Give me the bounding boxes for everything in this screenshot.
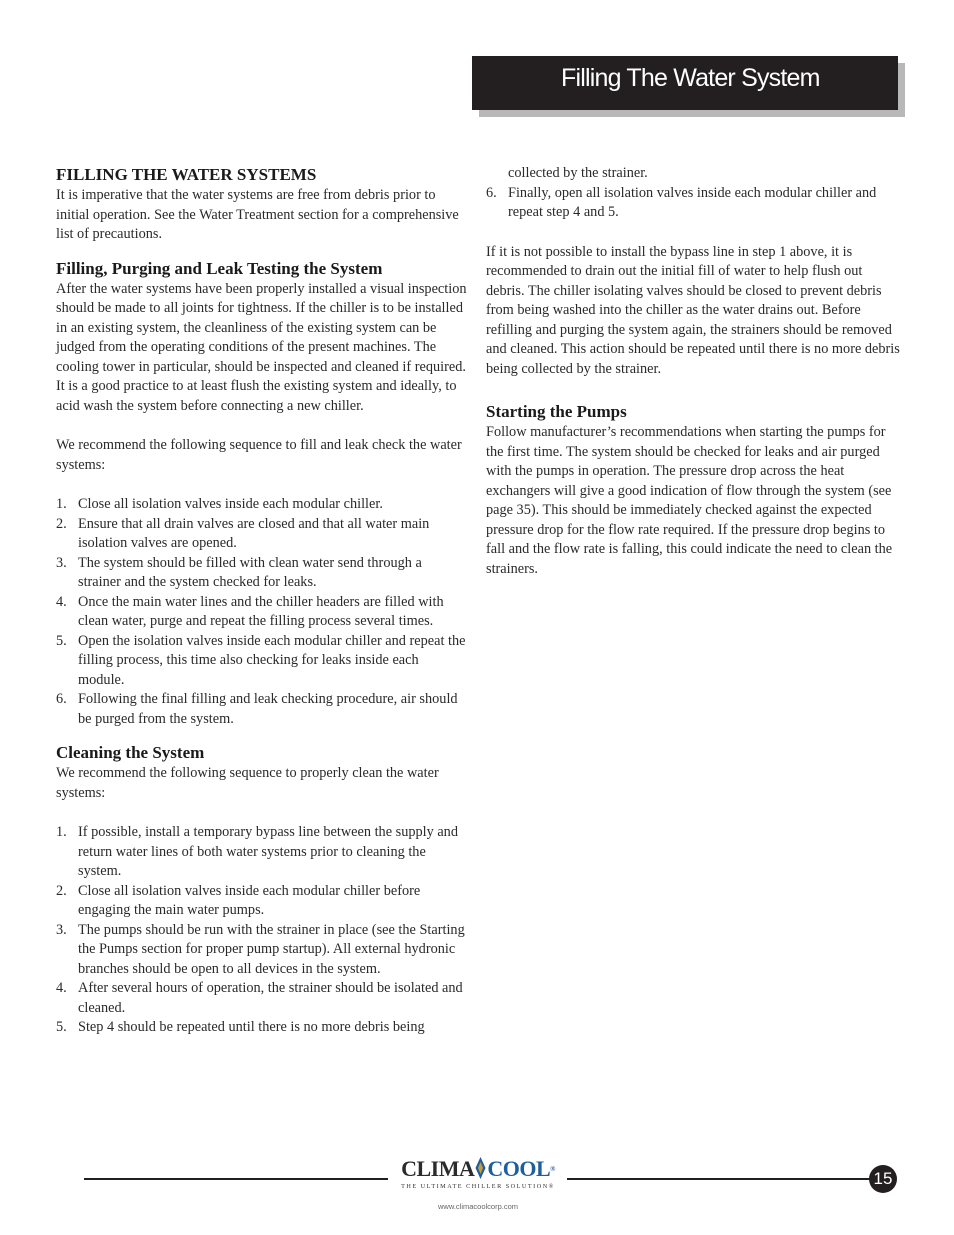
fill-sequence-intro: We recommend the following sequence to fill and leak check the water systems: <box>56 437 462 473</box>
list-item: 1. If possible, install a temporary bypass line between the supply and return water lines of both water systems prior to cleaning the system. <box>56 824 458 879</box>
cleaning-intro: We recommend the following sequence to properly clean the water systems: <box>56 765 439 801</box>
step-continuation: collected by the strainer. <box>508 165 648 181</box>
logo-tagline: THE ULTIMATE CHILLER SOLUTION® <box>401 1183 555 1190</box>
section-heading-starting-pumps: Starting the Pumps <box>486 402 627 421</box>
section-heading-filling-purging: Filling, Purging and Leak Testing the System <box>56 258 383 278</box>
website-url: www.climacoolcorp.com <box>437 1202 519 1211</box>
intro-paragraph: It is imperative that the water systems are free from debris prior to initial operation. See the Water Treatment section for a comprehensive list of precautions. <box>56 187 459 242</box>
list-item: 5. Step 4 should be repeated until there is no more debris being <box>56 1019 425 1035</box>
cleaning-steps-list-continued <box>486 184 900 223</box>
list-item: 2. Ensure that all drain valves are closed and that all water main isolation valves are opened. <box>56 515 430 551</box>
footer-rule-left <box>84 1178 388 1180</box>
logo-word-clima: CLIMA <box>401 1156 475 1181</box>
right-column <box>486 164 900 579</box>
list-item: 2. Close all isolation valves inside each modular chiller before engaging the main water pumps. <box>56 882 421 918</box>
footer-rule-right <box>567 1178 872 1180</box>
list-item: 3. The system should be filled with clean water send through a strainer and the system checked for leaks. <box>56 554 422 590</box>
left-column <box>56 164 468 1038</box>
list-item: 6. Following the final filling and leak checking procedure, air should be purged from the system. <box>56 691 458 727</box>
fill-steps-list <box>56 495 468 729</box>
bypass-paragraph: If it is not possible to install the bypass line in step 1 above, it is recommended to drain out the initial fill of water to help flush out debris. The chiller isolating valves should be closed to prevent debris from being washed into the chiller as the water drains out. Before refilling and purging the system again, the strainers should be removed and cleaned. This action should be repeated until there is no more debris being collected by the strainer. <box>486 243 900 377</box>
page-number: 15 <box>869 1165 897 1193</box>
registered-mark: ® <box>550 1165 555 1173</box>
page-title-bar <box>472 56 898 110</box>
inspection-paragraph: After the water systems have been properly installed a visual inspection should be made to all joints for tightness. If the chiller is to be installed in an existing system, the cleanliness of the existing system can be judged from the operating conditions of the present machines. The cooling tower in particular, should be inspected and cleaned if required. It is a good practice to at least flush the existing system and ideally, to acid wash the system before connecting a new chiller. <box>56 280 467 414</box>
list-item: 6. Finally, open all isolation valves inside each modular chiller and repeat step 4 and 5. <box>486 184 877 220</box>
list-item: 1. Close all isolation valves inside each modular chiller. <box>56 496 383 512</box>
list-item: 3. The pumps should be run with the strainer in place (see the Starting the Pumps section for proper pump startup). All external hydronic branches should be open to all devices in the system. <box>56 921 465 977</box>
list-item: 4. Once the main water lines and the chiller headers are filled with clean water, purge and repeat the filling process several times. <box>56 593 444 629</box>
pumps-paragraph: Follow manufacturer’s recommendations when starting the pumps for the first time. The system should be checked for leaks and air purged with the pumps in operation. The pressure drop across the heat exchangers will give a good indication of flow through the system (see page 35). This should be immediately checked against the expected pressure drop for the flow rate required. If the pressure drop begins to fall and the flow rate is falling, this could indicate the need to clean the strainers. <box>486 424 893 577</box>
climacool-logo <box>396 1156 560 1196</box>
logo-word-cool: COOL <box>487 1156 551 1181</box>
water-drop-icon <box>475 1157 486 1179</box>
list-item: 5. Open the isolation valves inside each modular chiller and repeat the filling process, this time also checking for leaks inside each module. <box>56 632 466 688</box>
page-title: Filling The Water System <box>561 64 820 92</box>
section-heading-cleaning: Cleaning the System <box>56 743 205 762</box>
cleaning-steps-list <box>56 823 468 1038</box>
section-heading-filling-water-systems: FILLING THE WATER SYSTEMS <box>56 165 317 184</box>
list-item: 4. After several hours of operation, the strainer should be isolated and cleaned. <box>56 980 463 1016</box>
